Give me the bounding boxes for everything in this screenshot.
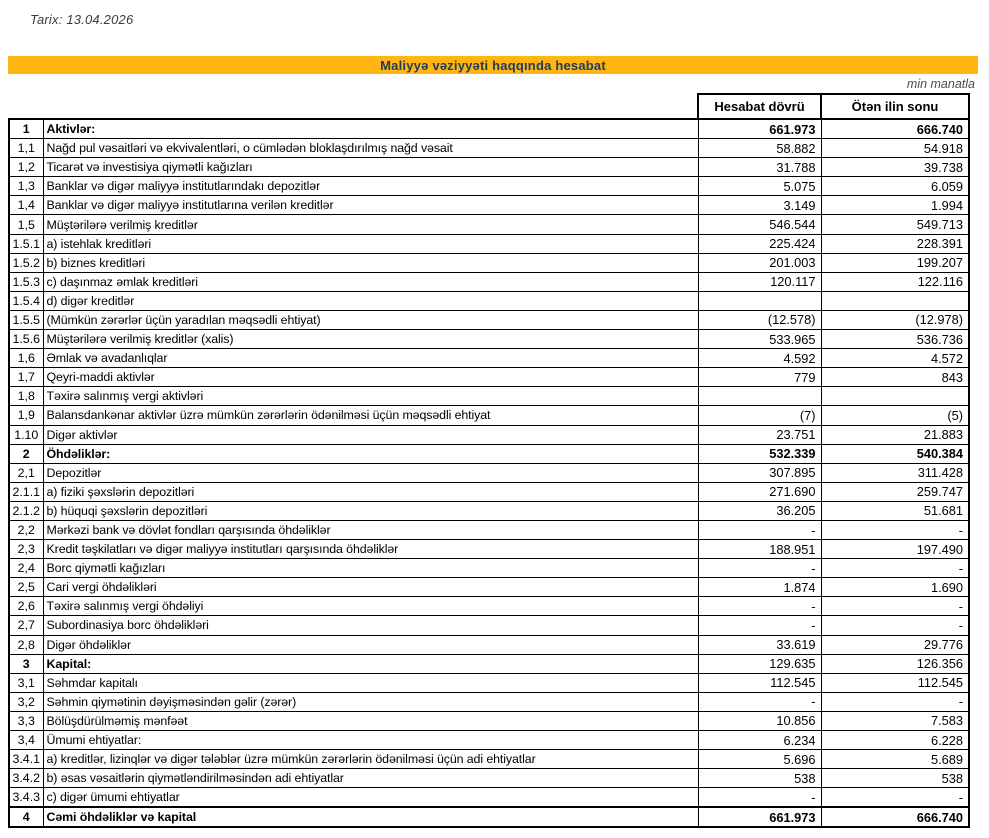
value-previous-cell: 4.572 — [821, 349, 969, 368]
value-current-cell: 533.965 — [698, 330, 821, 349]
value-previous-cell: - — [821, 597, 969, 616]
value-current-cell: 58.882 — [698, 139, 821, 158]
report-title-banner — [8, 56, 978, 74]
value-previous-cell: 843 — [821, 368, 969, 387]
value-current-cell: 4.592 — [698, 349, 821, 368]
value-previous-cell: 112.545 — [821, 673, 969, 692]
value-current-cell: 307.895 — [698, 463, 821, 482]
value-current-cell: 10.856 — [698, 711, 821, 730]
row-number-cell: 1,6 — [9, 349, 43, 368]
value-previous-cell: 228.391 — [821, 234, 969, 253]
row-number-cell: 2,6 — [9, 597, 43, 616]
value-previous-cell: 536.736 — [821, 330, 969, 349]
table-row — [9, 520, 969, 539]
value-current-cell: 120.117 — [698, 272, 821, 291]
value-current-cell: 112.545 — [698, 673, 821, 692]
value-previous-cell: 666.740 — [821, 119, 969, 139]
table-row — [9, 616, 969, 635]
value-current-cell: - — [698, 559, 821, 578]
value-previous-cell: 5.689 — [821, 750, 969, 769]
value-current-cell — [698, 291, 821, 310]
value-current-cell: (12.578) — [698, 310, 821, 329]
row-number-cell: 1.5.2 — [9, 253, 43, 272]
table-row — [9, 158, 969, 177]
value-current-cell: 188.951 — [698, 540, 821, 559]
value-current-cell: 779 — [698, 368, 821, 387]
row-label-cell: Digər öhdəliklər — [43, 635, 698, 654]
unit-note: min manatla — [906, 77, 975, 91]
row-number-cell: 2,7 — [9, 616, 43, 635]
row-label-cell: Ticarət və investisiya qiymətli kağızları — [43, 158, 698, 177]
table-row — [9, 692, 969, 711]
row-number-cell: 3,4 — [9, 731, 43, 750]
table-row — [9, 139, 969, 158]
row-number-cell: 2,2 — [9, 520, 43, 539]
value-previous-cell: 51.681 — [821, 501, 969, 520]
row-number-cell: 2,4 — [9, 559, 43, 578]
table-row — [9, 463, 969, 482]
table-row — [9, 368, 969, 387]
row-label-cell: b) əsas vəsaitlərin qiymətləndirilməsindən adi ehtiyatlar — [43, 769, 698, 788]
table-row — [9, 807, 969, 827]
value-previous-cell: (5) — [821, 406, 969, 425]
value-current-cell: - — [698, 616, 821, 635]
row-label-cell: Subordinasiya borc öhdəlikləri — [43, 616, 698, 635]
row-label-cell: Banklar və digər maliyyə institutlarına verilən kreditlər — [43, 196, 698, 215]
row-label-cell: c) daşınmaz əmlak kreditləri — [43, 272, 698, 291]
table-row — [9, 330, 969, 349]
row-label-cell: Öhdəliklər: — [43, 444, 698, 463]
value-previous-cell: 311.428 — [821, 463, 969, 482]
row-number-cell: 2,8 — [9, 635, 43, 654]
table-row — [9, 444, 969, 463]
row-number-cell: 3.4.1 — [9, 750, 43, 769]
row-label-cell: Balansdankənar aktivlər üzrə mümkün zərərlərin ödənilməsi üçün məqsədli ehtiyat — [43, 406, 698, 425]
row-label-cell: Nağd pul vəsaitləri və ekvivalentləri, o cümlədən bloklaşdırılmış nağd vəsait — [43, 139, 698, 158]
header-spacer-number — [9, 94, 43, 119]
row-number-cell: 1,2 — [9, 158, 43, 177]
value-current-cell: 6.234 — [698, 731, 821, 750]
row-number-cell: 3.4.3 — [9, 788, 43, 808]
value-current-cell: 36.205 — [698, 501, 821, 520]
row-number-cell: 1.5.1 — [9, 234, 43, 253]
row-label-cell: Bölüşdürülməmiş mənfəət — [43, 711, 698, 730]
row-label-cell: Aktivlər: — [43, 119, 698, 139]
table-row — [9, 310, 969, 329]
table-row — [9, 215, 969, 234]
row-number-cell: 1,7 — [9, 368, 43, 387]
table-row — [9, 750, 969, 769]
value-previous-cell: 540.384 — [821, 444, 969, 463]
row-label-cell: a) kreditlər, lizinqlər və digər tələblər üzrə mümkün zərərlərin ödənilməsi üçün adi ehtiyatlar — [43, 750, 698, 769]
row-label-cell: Təxirə salınmış vergi öhdəliyi — [43, 597, 698, 616]
value-current-cell: (7) — [698, 406, 821, 425]
table-row — [9, 501, 969, 520]
value-current-cell: 23.751 — [698, 425, 821, 444]
value-current-cell: 661.973 — [698, 119, 821, 139]
value-current-cell: 532.339 — [698, 444, 821, 463]
value-previous-cell: 7.583 — [821, 711, 969, 730]
row-number-cell: 2,1 — [9, 463, 43, 482]
row-label-cell: b) hüquqi şəxslərin depozitləri — [43, 501, 698, 520]
table-row — [9, 654, 969, 673]
row-label-cell: Kapital: — [43, 654, 698, 673]
row-number-cell: 1.5.4 — [9, 291, 43, 310]
value-previous-cell: 6.059 — [821, 177, 969, 196]
value-previous-cell: - — [821, 788, 969, 808]
value-current-cell: 271.690 — [698, 482, 821, 501]
value-previous-cell: - — [821, 692, 969, 711]
row-label-cell: d) digər kreditlər — [43, 291, 698, 310]
value-previous-cell: 21.883 — [821, 425, 969, 444]
row-label-cell: (Mümkün zərərlər üçün yaradılan məqsədli ehtiyat) — [43, 310, 698, 329]
value-previous-cell: 538 — [821, 769, 969, 788]
value-current-cell: 201.003 — [698, 253, 821, 272]
value-current-cell: - — [698, 597, 821, 616]
row-label-cell: Qeyri-maddi aktivlər — [43, 368, 698, 387]
row-label-cell: c) digər ümumi ehtiyatlar — [43, 788, 698, 808]
value-current-cell: 538 — [698, 769, 821, 788]
table-row — [9, 234, 969, 253]
table-row — [9, 387, 969, 406]
financial-position-table — [8, 93, 970, 828]
row-label-cell: Depozitlər — [43, 463, 698, 482]
value-current-cell: - — [698, 788, 821, 808]
row-number-cell: 1.10 — [9, 425, 43, 444]
column-header-current-period: Hesabat dövrü — [698, 94, 821, 119]
table-row — [9, 406, 969, 425]
value-current-cell: 3.149 — [698, 196, 821, 215]
value-previous-cell: 1.994 — [821, 196, 969, 215]
row-number-cell: 2 — [9, 444, 43, 463]
row-number-cell: 2.1.2 — [9, 501, 43, 520]
row-number-cell: 1,4 — [9, 196, 43, 215]
row-label-cell: Digər aktivlər — [43, 425, 698, 444]
value-current-cell: 5.075 — [698, 177, 821, 196]
row-number-cell: 3,3 — [9, 711, 43, 730]
table-row — [9, 578, 969, 597]
table-row — [9, 119, 969, 139]
table-row — [9, 635, 969, 654]
row-label-cell: Cəmi öhdəliklər və kapital — [43, 807, 698, 827]
row-label-cell: Ümumi ehtiyatlar: — [43, 731, 698, 750]
header-spacer-label — [43, 94, 698, 119]
value-current-cell: 225.424 — [698, 234, 821, 253]
value-current-cell: 33.619 — [698, 635, 821, 654]
value-previous-cell: - — [821, 616, 969, 635]
row-label-cell: Əmlak və avadanlıqlar — [43, 349, 698, 368]
value-previous-cell: - — [821, 559, 969, 578]
value-previous-cell: 666.740 — [821, 807, 969, 827]
value-previous-cell: 549.713 — [821, 215, 969, 234]
value-current-cell: 5.696 — [698, 750, 821, 769]
value-current-cell: - — [698, 520, 821, 539]
row-number-cell: 1,3 — [9, 177, 43, 196]
value-current-cell: 546.544 — [698, 215, 821, 234]
value-current-cell — [698, 387, 821, 406]
table-row — [9, 177, 969, 196]
value-current-cell: 31.788 — [698, 158, 821, 177]
table-row — [9, 540, 969, 559]
value-previous-cell: 122.116 — [821, 272, 969, 291]
row-number-cell: 1,9 — [9, 406, 43, 425]
value-previous-cell: 6.228 — [821, 731, 969, 750]
value-previous-cell: 29.776 — [821, 635, 969, 654]
row-number-cell: 4 — [9, 807, 43, 827]
row-number-cell: 1 — [9, 119, 43, 139]
row-label-cell: Mərkəzi bank və dövlət fondları qarşısında öhdəliklər — [43, 520, 698, 539]
value-previous-cell: 1.690 — [821, 578, 969, 597]
row-label-cell: Səhmdar kapitalı — [43, 673, 698, 692]
table-row — [9, 673, 969, 692]
table-row — [9, 769, 969, 788]
row-number-cell: 1.5.5 — [9, 310, 43, 329]
value-current-cell: 1.874 — [698, 578, 821, 597]
row-label-cell: Müştərilərə verilmiş kreditlər — [43, 215, 698, 234]
row-number-cell: 3 — [9, 654, 43, 673]
value-previous-cell: 259.747 — [821, 482, 969, 501]
value-current-cell: 661.973 — [698, 807, 821, 827]
value-previous-cell: - — [821, 520, 969, 539]
row-label-cell: Banklar və digər maliyyə institutlarındakı depozitlər — [43, 177, 698, 196]
table-row — [9, 482, 969, 501]
row-label-cell: Borc qiymətli kağızları — [43, 559, 698, 578]
value-previous-cell: 54.918 — [821, 139, 969, 158]
row-number-cell: 2.1.1 — [9, 482, 43, 501]
table-row — [9, 425, 969, 444]
table-row — [9, 597, 969, 616]
row-number-cell: 1.5.6 — [9, 330, 43, 349]
value-previous-cell: 39.738 — [821, 158, 969, 177]
value-previous-cell: 126.356 — [821, 654, 969, 673]
table-row — [9, 788, 969, 808]
value-current-cell: 129.635 — [698, 654, 821, 673]
value-previous-cell — [821, 387, 969, 406]
row-number-cell: 1,5 — [9, 215, 43, 234]
row-number-cell: 2,5 — [9, 578, 43, 597]
table-body — [9, 119, 969, 827]
report-title: Maliyyə vəziyyəti haqqında hesabat — [380, 57, 606, 73]
table-row — [9, 291, 969, 310]
row-label-cell: Müştərilərə verilmiş kreditlər (xalis) — [43, 330, 698, 349]
table-header-row — [9, 94, 969, 119]
row-number-cell: 1,8 — [9, 387, 43, 406]
row-number-cell: 3,2 — [9, 692, 43, 711]
report-date: Tarix: 13.04.2026 — [30, 12, 134, 27]
column-header-previous-year-end: Ötən ilin sonu — [821, 94, 969, 119]
row-number-cell: 3.4.2 — [9, 769, 43, 788]
row-number-cell: 2,3 — [9, 540, 43, 559]
row-label-cell: a) istehlak kreditləri — [43, 234, 698, 253]
table-row — [9, 731, 969, 750]
row-label-cell: a) fiziki şəxslərin depozitləri — [43, 482, 698, 501]
value-previous-cell: (12.978) — [821, 310, 969, 329]
value-previous-cell: 197.490 — [821, 540, 969, 559]
row-number-cell: 3,1 — [9, 673, 43, 692]
table-row — [9, 253, 969, 272]
value-previous-cell: 199.207 — [821, 253, 969, 272]
table-row — [9, 559, 969, 578]
row-label-cell: b) biznes kreditləri — [43, 253, 698, 272]
row-label-cell: Səhmin qiymətinin dəyişməsindən gəlir (zərər) — [43, 692, 698, 711]
row-label-cell: Cari vergi öhdəlikləri — [43, 578, 698, 597]
row-label-cell: Kredit təşkilatları və digər maliyyə institutları qarşısında öhdəliklər — [43, 540, 698, 559]
value-previous-cell — [821, 291, 969, 310]
table-row — [9, 711, 969, 730]
table-row — [9, 272, 969, 291]
value-current-cell: - — [698, 692, 821, 711]
row-number-cell: 1,1 — [9, 139, 43, 158]
row-label-cell: Təxirə salınmış vergi aktivləri — [43, 387, 698, 406]
table-row — [9, 196, 969, 215]
table-row — [9, 349, 969, 368]
row-number-cell: 1.5.3 — [9, 272, 43, 291]
